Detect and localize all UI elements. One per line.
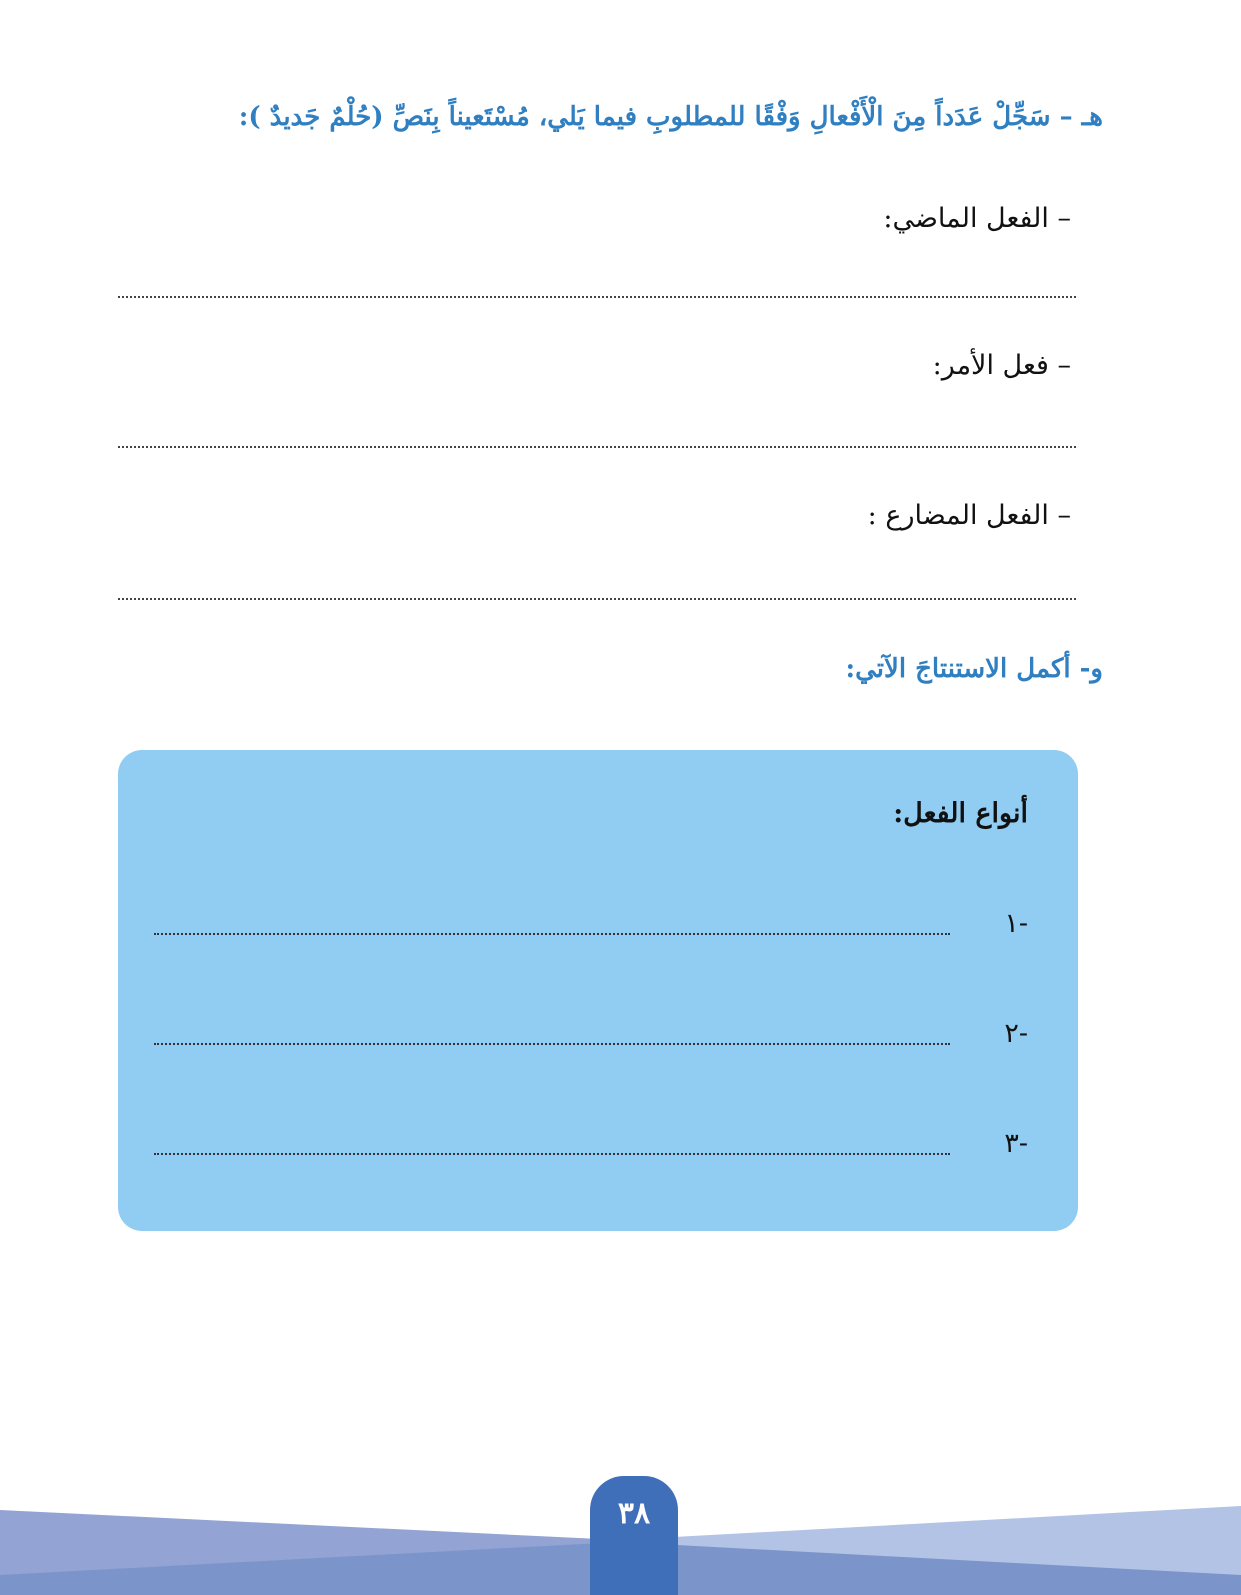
imperative-verb-label: – فعل الأمر: (932, 350, 1071, 381)
exercise-w-heading: و- أكمل الاستنتاجَ الآتي: (845, 654, 1103, 684)
verb-types-title: أنواع الفعل: (893, 798, 1028, 829)
verb-type-1-number: -١ (1004, 908, 1028, 939)
past-verb-answer-line[interactable] (118, 296, 1076, 298)
verb-type-1-answer-line[interactable] (154, 933, 950, 935)
verb-type-3-number: -٣ (1004, 1128, 1028, 1159)
conclusion-box (118, 750, 1078, 1231)
present-verb-answer-line[interactable] (118, 598, 1076, 600)
present-verb-label: – الفعل المضارع : (867, 500, 1071, 531)
exercise-h-heading: هـ – سَجِّلْ عَدَداً مِنَ الْأَفْعالِ وَفْقًا للمطلوبِ فيما يَلي، مُسْتَعيناً بِنَصِّ (حُلْمٌ جَديدٌ ): (238, 102, 1103, 132)
verb-type-2-number: -٢ (1004, 1018, 1028, 1049)
imperative-verb-answer-line[interactable] (118, 446, 1076, 448)
page-number-badge: ٣٨ (590, 1476, 678, 1595)
verb-type-3-answer-line[interactable] (154, 1153, 950, 1155)
verb-type-2-answer-line[interactable] (154, 1043, 950, 1045)
past-verb-label: – الفعل الماضي: (883, 203, 1071, 234)
